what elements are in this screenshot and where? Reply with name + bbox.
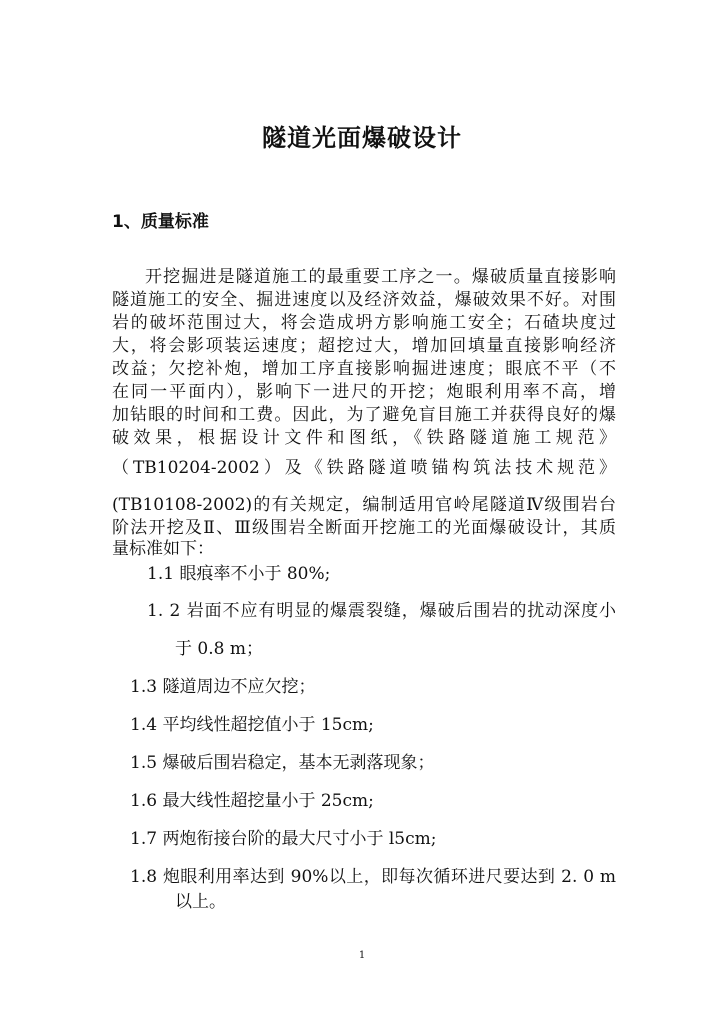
list-item: 1.7 两炮衔接台阶的最大尺寸小于 l5cm;	[130, 829, 437, 849]
document-title: 隧道光面爆破设计	[262, 124, 462, 152]
paragraph-line: 开挖掘进是隧道施工的最重要工序之一。爆破质量直接影响	[145, 267, 616, 287]
list-item: 1.5 爆破后围岩稳定，基本无剥落现象；	[130, 753, 435, 773]
paragraph-line: 改益；欠挖补炮，增加工序直接影响掘进速度；眼底不平（不	[112, 359, 616, 379]
paragraph-line: 加钻眼的时间和工费。因此，为了避免盲目施工并获得良好的爆	[112, 405, 616, 425]
paragraph-line: 阶法开挖及Ⅱ、Ⅲ级围岩全断面开挖施工的光面爆破设计，其质	[112, 518, 616, 538]
paragraph-line: 在同一平面内），影响下一进尺的开挖；炮眼利用率不高，增	[112, 382, 616, 402]
list-item: 1.1 眼痕率不小于 80%;	[147, 564, 331, 584]
list-item: 1. 2 岩面不应有明显的爆震裂缝，爆破后围岩的扰动深度小	[147, 601, 616, 621]
page-number: 1	[358, 950, 366, 961]
list-item: 1.4 平均线性超挖值小于 15cm;	[130, 715, 374, 735]
paragraph-line: 量标准如下：	[112, 539, 214, 559]
paragraph-line: （TB10204-2002）及《铁路隧道喷锚构筑法技术规范》	[112, 458, 616, 478]
list-item: 1.3 隧道周边不应欠挖；	[130, 677, 316, 697]
paragraph-line: 岩的破坏范围过大，将会造成坍方影响施工安全；石碴块度过	[112, 313, 616, 333]
list-item-continuation: 以上。	[175, 892, 226, 912]
paragraph-line: 破效果，根据设计文件和图纸，《铁路隧道施工规范》	[112, 428, 616, 448]
section-heading: 1、质量标准	[112, 212, 209, 232]
list-item-continuation: 于 0.8 m；	[175, 639, 263, 659]
paragraph-line: 大，将会影项装运速度；超挖过大，增加回填量直接影响经济	[112, 336, 616, 356]
list-item: 1.6 最大线性超挖量小于 25cm;	[130, 791, 374, 811]
list-item: 1.8 炮眼利用率达到 90%以上，即每次循环进尺要达到 2. 0 m	[130, 867, 616, 887]
paragraph-line: (TB10108-2002)的有关规定，编制适用官岭尾隧道Ⅳ级围岩台	[112, 495, 616, 515]
paragraph-line: 隧道施工的安全、掘进速度以及经济效益，爆破效果不好。对围	[112, 290, 616, 310]
